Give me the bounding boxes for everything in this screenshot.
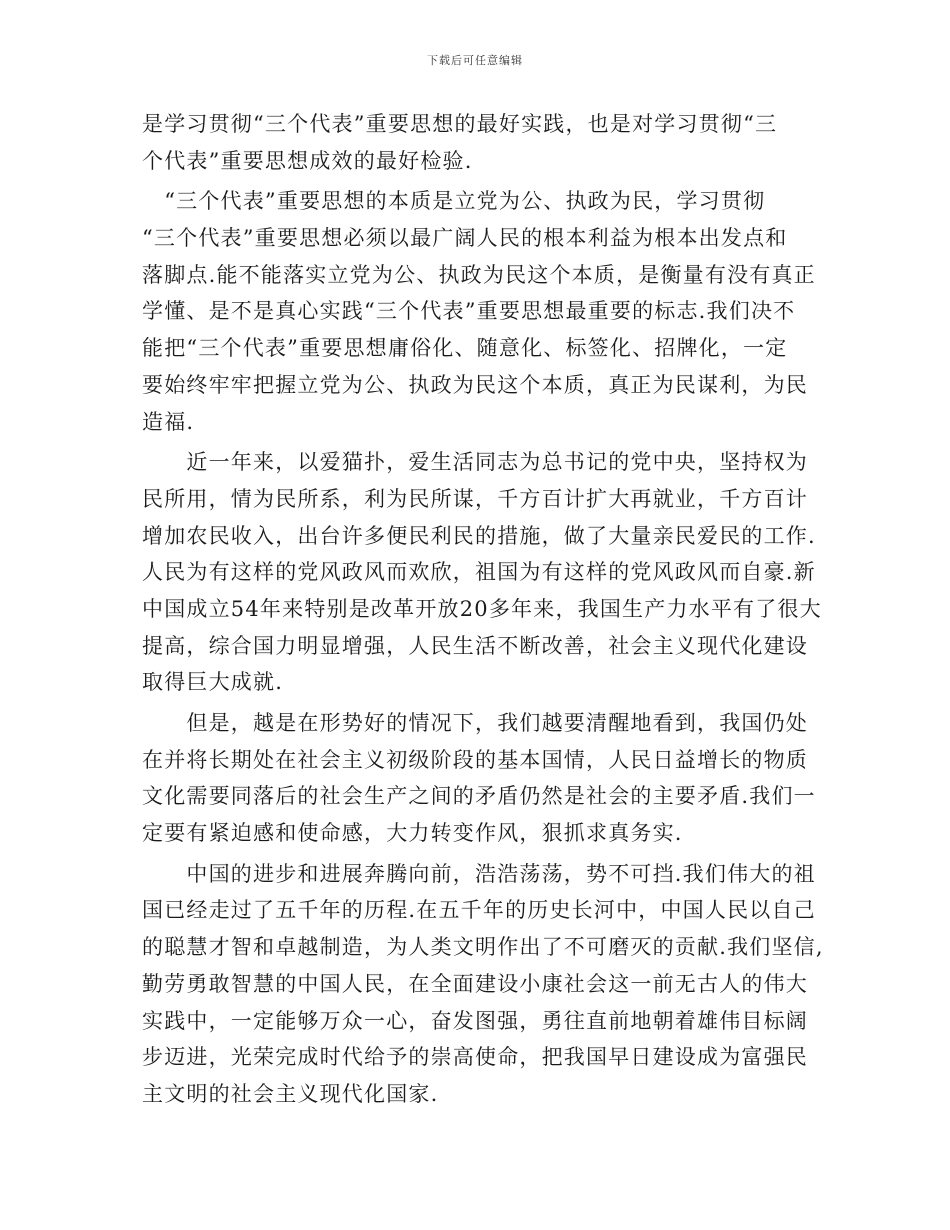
document-body [142, 106, 824, 1113]
text-line: 勤劳勇敢智慧的中国人民，在全面建设小康社会这一前无古人的伟大 [142, 971, 808, 996]
paragraph [142, 183, 816, 440]
text-line: 提高，综合国力明显增强，人民生活不断改善，社会主义现代化建设 [142, 633, 808, 658]
text-line: 能把“三个代表”重要思想庸俗化、随意化、标签化、招牌化，一定 [142, 336, 788, 361]
text-line: 是学习贯彻“三个代表”重要思想的最好实践，也是对学习贯彻“三 [142, 112, 778, 136]
text-line: 定要有紧迫感和使命感，大力转变作风，狠抓求真务实. [142, 821, 683, 846]
paragraph [142, 856, 824, 1113]
text-line: 文化需要同落后的社会生产之间的矛盾仍然是社会的主要矛盾.我们一 [142, 784, 816, 809]
text-line: 国已经走过了五千年的历程.在五千年的历史长河中，中国人民以自己 [142, 898, 816, 923]
text-line: 步迈进，光荣完成时代给予的崇高使命，把我国早日建设成为富强民 [142, 1045, 808, 1070]
text-line: 取得巨大成就. [142, 670, 284, 695]
text-line: 中国的进步和进展奔腾向前，浩浩荡荡，势不可挡.我们伟大的祖 [142, 861, 816, 886]
page-header: 下载后可任意编辑 [427, 54, 523, 67]
text-line: 增加农民收入，出台许多便民利民的措施，做了大量亲民爱民的工作. [142, 523, 816, 548]
text-line: 个代表”重要思想成效的最好检验. [142, 148, 473, 173]
text-line: 的聪慧才智和卓越制造，为人类文明作出了不可磨灭的贡献.我们坚信, [142, 935, 824, 960]
text-line: 在并将长期处在社会主义初级阶段的基本国情，人民日益增长的物质 [142, 747, 808, 772]
text-line: 民所用，情为民所系，利为民所谋，千方百计扩大再就业，千方百计 [142, 486, 808, 511]
text-line: “三个代表”重要思想必须以最广阔人民的根本利益为根本出发点和 [142, 226, 788, 251]
text-line: 但是，越是在形势好的情况下，我们越要清醒地看到，我国仍处 [142, 711, 808, 735]
text-line: 近一年来，以爱猫扑，爱生活同志为总书记的党中央，坚持权为 [142, 450, 808, 475]
text-line: 中国成立54年来特别是改革开放20多年来，我国生产力水平有了很大 [142, 596, 822, 621]
paragraph [142, 444, 822, 701]
paragraph [142, 705, 816, 852]
text-line: 要始终牢牢把握立党为公、执政为民这个本质，真正为民谋利，为民 [142, 372, 808, 397]
paragraph [142, 106, 812, 179]
text-line: “三个代表”重要思想的本质是立党为公、执政为民，学习贯彻 [142, 189, 766, 214]
text-line: 人民为有这样的党风政风而欢欣，祖国为有这样的党风政风而自豪.新 [142, 560, 816, 585]
text-line: 造福. [142, 409, 195, 434]
text-line: 实践中，一定能够万众一心，奋发图强，勇往直前地朝着雄伟目标阔 [142, 1008, 808, 1033]
text-line: 落脚点.能不能落实立党为公、执政为民这个本质，是衡量有没有真正 [142, 262, 816, 287]
text-line: 学懂、是不是真心实践“三个代表”重要思想最重要的标志.我们决不 [142, 299, 796, 324]
text-line: 主文明的社会主义现代化国家. [142, 1081, 439, 1106]
